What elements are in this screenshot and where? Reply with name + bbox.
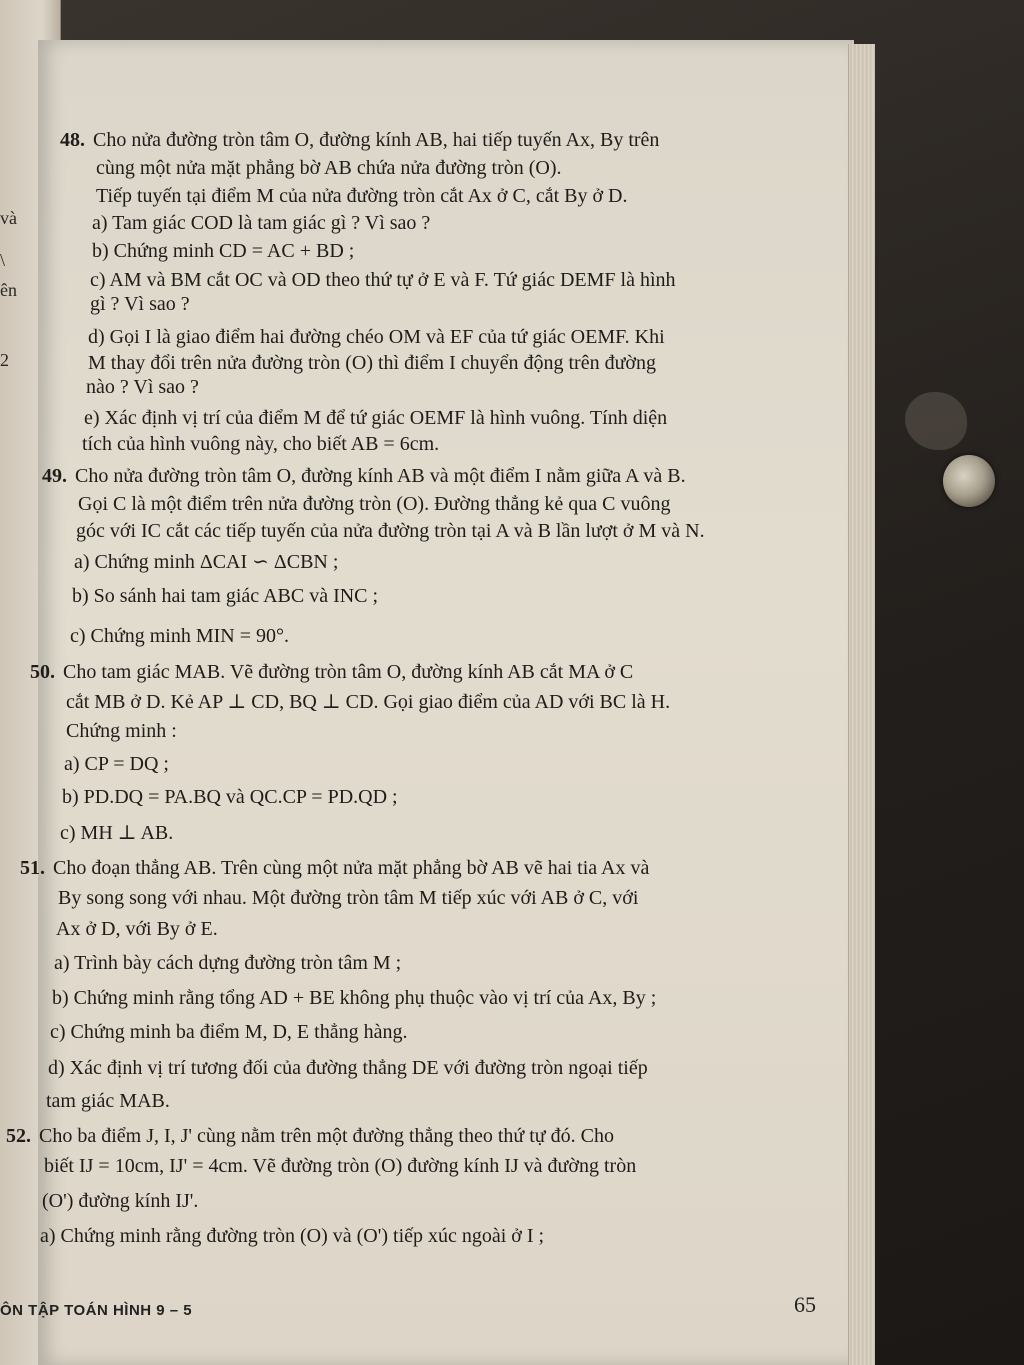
problem-50-line: cắt MB ở D. Kẻ AP ⊥ CD, BQ ⊥ CD. Gọi giao điểm của AD với BC là H. [66, 691, 671, 713]
problem-48-line: nào ? Vì sao ? [86, 376, 199, 398]
page-number: 65 [794, 1292, 816, 1317]
problem-49-line: Gọi C là một điểm trên nửa đường tròn (O). Đường thẳng kẻ qua C vuông [78, 493, 671, 515]
problem-49-line: góc với IC cắt các tiếp tuyến của nửa đường tròn tại A và B lần lượt ở M và N. [76, 520, 705, 542]
problem-51-line: b) Chứng minh rằng tổng AD + BE không phụ thuộc vào vị trí của Ax, By ; [52, 987, 657, 1009]
footer-book-title: ÔN TẬP TOÁN HÌNH 9 – 5 [0, 1302, 193, 1319]
problem-52-line: 52. Cho ba điểm J, I, J' cùng nằm trên một đường thẳng theo thứ tự đó. Cho [6, 1125, 614, 1147]
problem-52-line: a) Chứng minh rằng đường tròn (O) và (O') tiếp xúc ngoài ở I ; [40, 1225, 545, 1247]
problem-51-line: tam giác MAB. [46, 1090, 170, 1112]
problem-49-line: 49. Cho nửa đường tròn tâm O, đường kính AB và một điểm I nằm giữa A và B. [42, 465, 686, 487]
problem-48-line: a) Tam giác COD là tam giác gì ? Vì sao ? [92, 212, 431, 234]
margin-fragment: và [0, 208, 17, 228]
problem-48-line: tích của hình vuông này, cho biết AB = 6cm. [82, 433, 440, 455]
problem-50-line: 50. Cho tam giác MAB. Vẽ đường tròn tâm O, đường kính AB cắt MA ở C [30, 661, 634, 683]
problem-number: 48. [60, 129, 85, 151]
problem-number: 50. [30, 661, 55, 683]
problem-48-line: gì ? Vì sao ? [90, 293, 190, 315]
problem-48-line: cùng một nửa mặt phẳng bờ AB chứa nửa đường tròn (O). [96, 157, 562, 179]
margin-fragment: \ [0, 250, 6, 270]
problem-51-line: d) Xác định vị trí tương đối của đường thẳng DE với đường tròn ngoại tiếp [48, 1057, 648, 1079]
problem-number: 52. [6, 1125, 31, 1147]
problem-48-line: d) Gọi I là giao điểm hai đường chéo OM và EF của tứ giác OEMF. Khi [88, 326, 665, 348]
problem-48-line: 48. Cho nửa đường tròn tâm O, đường kính AB, hai tiếp tuyến Ax, By trên [60, 129, 660, 151]
problem-49-line: b) So sánh hai tam giác ABC và INC ; [72, 585, 379, 607]
problem-51-line: Ax ở D, với By ở E. [56, 918, 218, 940]
problem-48-line: M thay đổi trên nửa đường tròn (O) thì điểm I chuyển động trên đường [88, 352, 657, 374]
problem-50-line: Chứng minh : [66, 720, 177, 742]
problem-51-line: a) Trình bày cách dựng đường tròn tâm M ; [54, 952, 402, 974]
problem-48-line: c) AM và BM cắt OC và OD theo thứ tự ở E và F. Tứ giác DEMF là hình [90, 269, 676, 291]
problem-50-line: b) PD.DQ = PA.BQ và QC.CP = PD.QD ; [62, 786, 398, 808]
problem-52-line: (O') đường kính IJ'. [42, 1190, 199, 1212]
problem-51-line: c) Chứng minh ba điểm M, D, E thẳng hàng. [50, 1021, 408, 1043]
problem-51-line: By song song với nhau. Một đường tròn tâm M tiếp xúc với AB ở C, với [58, 887, 639, 909]
problem-50-line: a) CP = DQ ; [64, 753, 169, 775]
margin-fragment: ên [0, 280, 17, 300]
problem-number: 51. [20, 857, 45, 879]
problem-48-line: e) Xác định vị trí của điểm M để tứ giác OEMF là hình vuông. Tính diện [84, 407, 668, 429]
margin-fragment: 2 [0, 350, 9, 370]
problem-49-line: c) Chứng minh MIN = 90°. [70, 625, 289, 647]
problem-52-line: biết IJ = 10cm, IJ' = 4cm. Vẽ đường tròn (O) đường kính IJ và đường tròn [44, 1155, 637, 1177]
problem-49-line: a) Chứng minh ΔCAI ∽ ΔCBN ; [74, 551, 339, 573]
problem-48-line: Tiếp tuyến tại điểm M của nửa đường tròn cắt Ax ở C, cắt By ở D. [96, 185, 628, 207]
problem-51-line: 51. Cho đoạn thẳng AB. Trên cùng một nửa mặt phẳng bờ AB vẽ hai tia Ax và [20, 857, 650, 879]
problem-50-line: c) MH ⊥ AB. [60, 822, 174, 844]
problem-48-line: b) Chứng minh CD = AC + BD ; [92, 240, 355, 262]
problem-number: 49. [42, 465, 67, 487]
